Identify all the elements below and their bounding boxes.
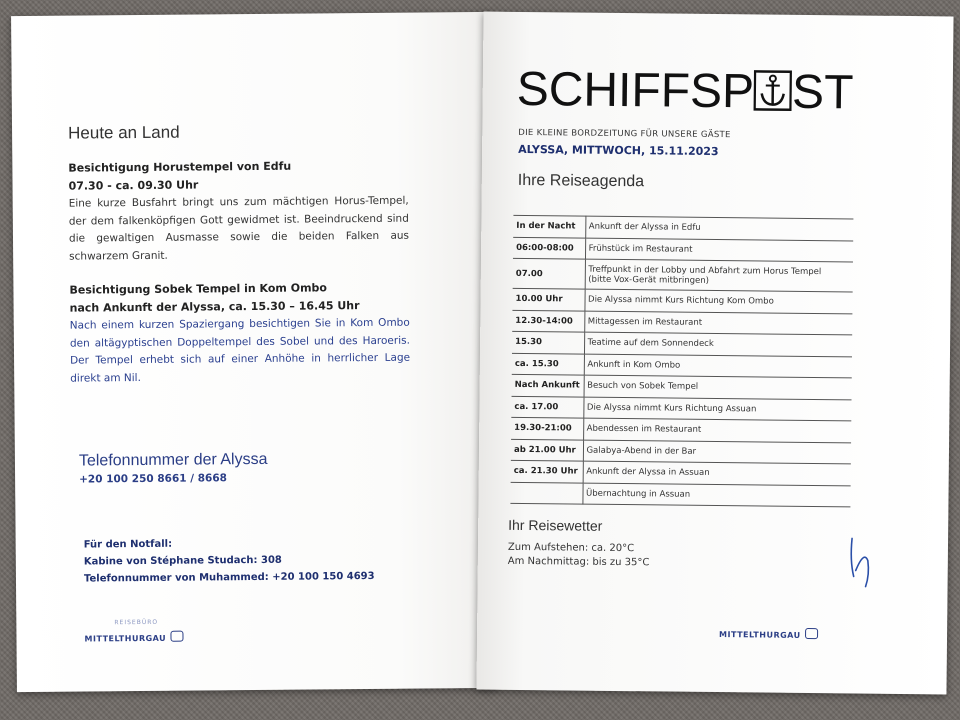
emergency-title: Für den Notfall: bbox=[83, 538, 173, 551]
agenda-event: Die Alyssa nimmt Kurs Richtung Kom Ombo bbox=[584, 289, 852, 313]
agenda-time: ab 21.00 Uhr bbox=[511, 439, 583, 461]
section-edfu bbox=[68, 157, 409, 266]
agenda-heading: Ihre Reiseagenda bbox=[517, 171, 645, 191]
right-page bbox=[476, 12, 953, 695]
masthead-part1: SCHIFFSP bbox=[516, 62, 755, 119]
agenda-time: Nach Ankunft bbox=[512, 374, 584, 396]
agenda-event-line2: (bitte Vox-Gerät mitbringen) bbox=[588, 274, 709, 286]
heading-heute-an-land: Heute an Land bbox=[67, 122, 180, 143]
masthead-part2: ST bbox=[791, 65, 854, 120]
agenda-event: Ankunft der Alyssa in Assuan bbox=[583, 461, 851, 485]
agenda-time bbox=[510, 482, 582, 504]
logo-right-name: MITTELTHURGAU bbox=[719, 630, 801, 640]
agenda-event: Mittagessen im Restaurant bbox=[584, 311, 852, 335]
dateline: ALYSSA, MITTWOCH, 15.11.2023 bbox=[518, 142, 719, 159]
emergency-block bbox=[84, 534, 375, 588]
section-kom-ombo-time: nach Ankunft der Alyssa, ca. 15.30 – 16.45 Uhr bbox=[69, 299, 360, 315]
emergency-cabin: Kabine von Stéphane Studach: 308 bbox=[83, 554, 282, 568]
agenda-table bbox=[510, 215, 853, 508]
logo-right bbox=[719, 622, 818, 642]
signature-mark bbox=[846, 530, 891, 590]
agenda-event: Ankunft der Alyssa in Edfu bbox=[585, 216, 853, 240]
subtitle: DIE KLEINE BORDZEITUNG FÜR UNSERE GÄSTE bbox=[518, 127, 731, 141]
logo-left bbox=[84, 619, 183, 646]
agenda-event: Übernachtung in Assuan bbox=[582, 483, 850, 507]
agenda-event: Teatime auf dem Sonnendeck bbox=[584, 332, 852, 356]
logo-emblem-icon bbox=[170, 631, 183, 642]
agenda-time: ca. 15.30 bbox=[512, 353, 584, 375]
agenda-time: ca. 21.30 Uhr bbox=[511, 460, 583, 482]
table-row bbox=[510, 482, 850, 507]
logo-left-name: MITTELTHURGAU bbox=[84, 633, 167, 644]
weather-heading: Ihr Reisewetter bbox=[508, 516, 603, 534]
agenda-event: Ankunft in Kom Ombo bbox=[584, 354, 852, 378]
logo-left-small: REISEBÜRO bbox=[114, 618, 159, 627]
agenda-event: Frühstück im Restaurant bbox=[585, 238, 853, 262]
section-kom-ombo bbox=[69, 279, 410, 388]
phone-number: +20 100 250 8661 / 8668 bbox=[79, 472, 227, 486]
agenda-time: ca. 17.00 bbox=[511, 396, 583, 418]
table-row bbox=[513, 258, 853, 292]
agenda-time: 10.00 Uhr bbox=[512, 288, 584, 310]
agenda-event: Abendessen im Restaurant bbox=[583, 418, 851, 442]
section-kom-ombo-title: Besichtigung Sobek Tempel in Kom Ombo bbox=[69, 281, 327, 297]
agenda-time: 06:00-08:00 bbox=[513, 237, 585, 259]
weather-block bbox=[508, 541, 650, 570]
phone-heading: Telefonnummer der Alyssa bbox=[78, 450, 268, 470]
emergency-phone: Telefonnummer von Muhammed: +20 100 150 4693 bbox=[83, 570, 375, 585]
agenda-time: 19.30-21:00 bbox=[511, 417, 583, 439]
anchor-icon bbox=[754, 67, 792, 111]
section-edfu-title: Besichtigung Horustempel von Edfu bbox=[68, 159, 292, 175]
agenda-time: 07.00 bbox=[513, 258, 585, 289]
section-edfu-text: Eine kurze Busfahrt bringt uns zum mächtigen Horus-Tempel, der dem falkenköpfigen Gott gewidmet ist. Beeindruckend sind die gewaltigen Ausmasse sowie die beiden Falken aus schwarzem Granit. bbox=[68, 194, 410, 263]
agenda-event: Galabya-Abend in der Bar bbox=[583, 440, 851, 464]
left-page bbox=[11, 12, 497, 692]
agenda-time: 12.30-14:00 bbox=[512, 310, 584, 332]
agenda-time: In der Nacht bbox=[513, 215, 585, 237]
logo-emblem-icon bbox=[805, 628, 818, 639]
weather-morning: Zum Aufstehen: ca. 20°C bbox=[507, 541, 635, 555]
agenda-event-line1: Treffpunkt in der Lobby und Abfahrt zum Horus Tempel bbox=[588, 264, 822, 277]
section-kom-ombo-text: Nach einem kurzen Spaziergang besichtigen Sie in Kom Ombo den altägyptischen Doppeltempel des Sobel und des Haroeris. Der Tempel erhebt sich auf einer Anhöhe in herrlicher Lage direkt am Nil. bbox=[69, 316, 411, 385]
agenda-event bbox=[585, 259, 853, 292]
agenda-event: Besuch von Sobek Tempel bbox=[584, 375, 852, 399]
section-edfu-time: 07.30 - ca. 09.30 Uhr bbox=[68, 178, 199, 193]
agenda-event: Die Alyssa nimmt Kurs Richtung Assuan bbox=[583, 397, 851, 421]
agenda-time: 15.30 bbox=[512, 331, 584, 353]
masthead bbox=[516, 62, 853, 122]
weather-afternoon: Am Nachmittag: bis zu 35°C bbox=[507, 555, 650, 569]
